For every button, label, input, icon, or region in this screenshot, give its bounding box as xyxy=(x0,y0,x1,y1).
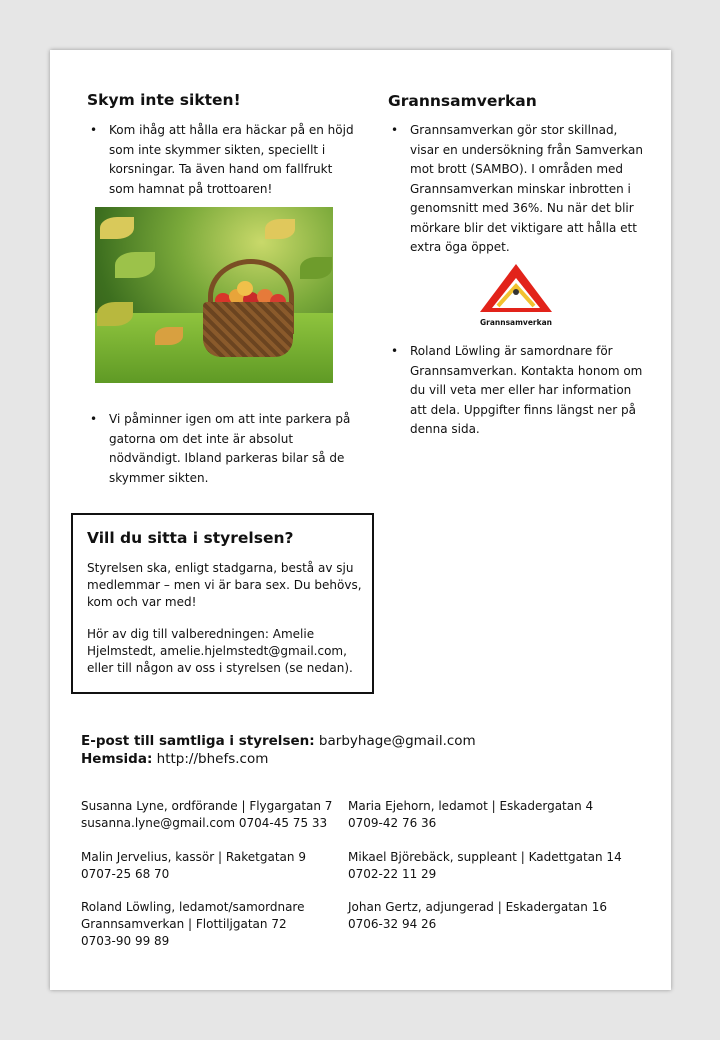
basket xyxy=(203,302,293,357)
contact-roland xyxy=(81,899,341,950)
web-label: Hemsida: xyxy=(81,750,153,767)
bullet-list-grannsamverkan xyxy=(388,121,650,258)
contact-malin xyxy=(81,849,341,883)
photo-leaf xyxy=(100,217,134,239)
box-heading: Vill du sitta i styrelsen? xyxy=(87,529,294,547)
contact-line: Susanna Lyne, ordförande | Flygargatan 7 xyxy=(81,799,333,813)
box-paragraph-2: Hör av dig till valberedningen: Amelie Hjelmstedt, amelie.hjelmstedt@gmail.com, eller till någon av oss i styrelsen (se nedan). xyxy=(87,627,353,675)
contact-line: 0709-42 76 36 xyxy=(348,816,437,830)
apple xyxy=(237,281,253,296)
contact-line: Mikael Björebäck, suppleant | Kadettgatan 14 xyxy=(348,850,622,864)
photo-leaf xyxy=(155,327,183,345)
logo-text: Grannsamverkan xyxy=(480,318,552,327)
contact-johan xyxy=(348,899,648,933)
footer-contact-info xyxy=(81,733,641,768)
grannsamverkan-logo xyxy=(478,262,554,327)
contact-line: 0706-32 94 26 xyxy=(348,917,437,931)
photo-leaf xyxy=(115,252,155,278)
bullet-grannsamverkan-info: • Grannsamverkan gör stor skillnad, visar en undersökning från Samverkan mot brott (SAMBO). I områden med Grannsamverkan minskar inbrotten i genomsnitt med 36%. Nu när det blir mörkare blir det viktigare att hålla ett extra öga öppet. xyxy=(388,121,650,258)
footer-web-line xyxy=(81,751,641,769)
photo-leaf xyxy=(300,257,332,279)
contact-line: 0702-22 11 29 xyxy=(348,867,437,881)
heading-skym-inte-sikten: Skym inte sikten! xyxy=(87,91,241,109)
photo-leaf xyxy=(97,302,133,326)
contact-line: Grannsamverkan | Flottiljgatan 72 xyxy=(81,917,287,931)
bullet-list-hedges xyxy=(87,121,357,199)
document-page xyxy=(50,50,671,990)
board-recruitment-box xyxy=(71,513,374,694)
contact-mikael xyxy=(348,849,648,883)
contact-susanna xyxy=(81,798,341,832)
warning-triangle-icon xyxy=(478,262,554,314)
contact-maria xyxy=(348,798,648,832)
bullet-hedges: • Kom ihåg att hålla era häckar på en höjd som inte skymmer sikten, speciellt i korsningar. Ta även hand om fallfrukt som hamnat på trottoaren! xyxy=(87,121,357,199)
contact-line: 0707-25 68 70 xyxy=(81,867,170,881)
contact-line: susanna.lyne@gmail.com 0704-45 75 33 xyxy=(81,816,328,830)
bullet-parking: • Vi påminner igen om att inte parkera på gatorna om det inte är absolut nödvändigt. Ibland parkeras bilar så de skymmer sikten. xyxy=(87,410,357,488)
heading-grannsamverkan: Grannsamverkan xyxy=(388,92,537,110)
bullet-roland: • Roland Löwling är samordnare för Grannsamverkan. Kontakta honom om du vill veta mer eller har information att dela. Uppgifter finns längst ner på denna sida. xyxy=(388,342,650,440)
contact-line: Roland Löwling, ledamot/samordnare xyxy=(81,900,305,914)
contact-line: Malin Jervelius, kassör | Raketgatan 9 xyxy=(81,850,306,864)
email-value[interactable]: barbyhage@gmail.com xyxy=(314,733,476,749)
email-label: E-post till samtliga i styrelsen: xyxy=(81,733,315,749)
footer-email-line xyxy=(81,733,641,751)
contact-line: 0703-90 99 89 xyxy=(81,934,170,948)
apple-basket-photo xyxy=(95,207,333,383)
contact-line: Maria Ejehorn, ledamot | Eskadergatan 4 xyxy=(348,799,594,813)
photo-leaf xyxy=(265,219,295,239)
bullet-list-parking xyxy=(87,410,357,488)
bullet-list-roland xyxy=(388,342,650,440)
box-paragraph-1: Styrelsen ska, enligt stadgarna, bestå av sju medlemmar – men vi är bara sex. Du behövs, kom och var med! xyxy=(87,561,362,609)
web-value[interactable]: http://bhefs.com xyxy=(152,750,269,767)
contact-line: Johan Gertz, adjungerad | Eskadergatan 16 xyxy=(348,900,607,914)
